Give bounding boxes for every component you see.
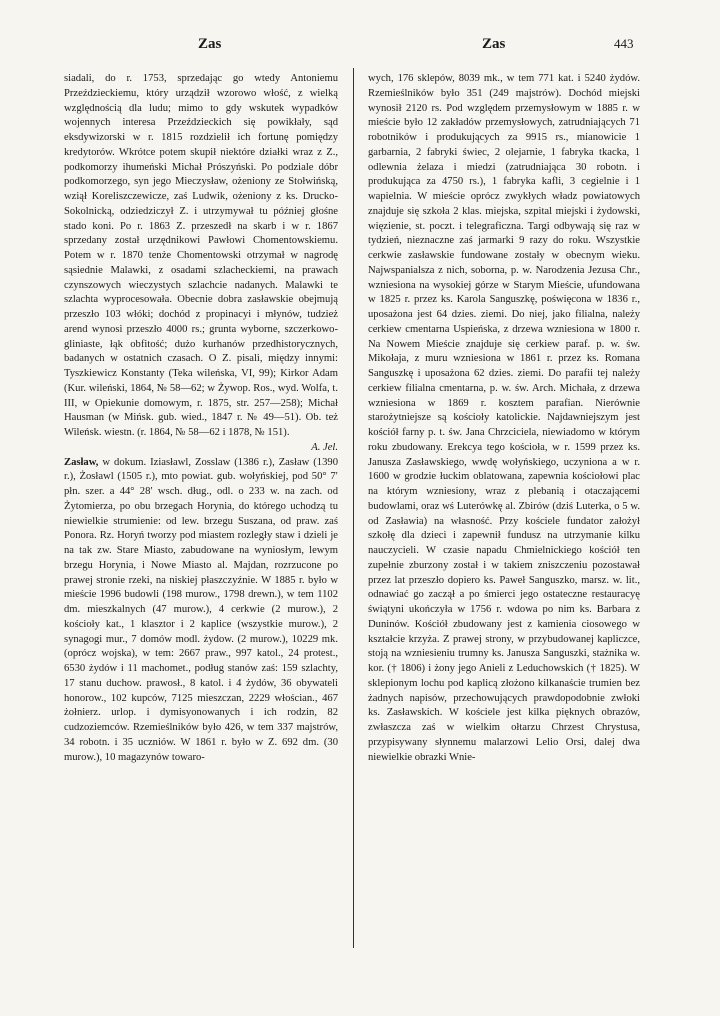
left-column [64,72,338,765]
left-paragraph: siadali, do r. 1753, sprzedając go wtedy Antoniemu Przeździeckiemu, który urządził wzorowo włość, z wielką względnością dla ludu; mimo to gdy wskutek wypadków wojennych interesa Przeździeckich się powikłały, sąd eksdywizorski w r. 1815 rozdzielił ich fortunę pomiędzy kredytorów. Wkrótce potem skupił niektóre działki wraz z Z., podkomorzy ihumeński Michał Prószyński. Po podziale dóbr podkomorzego, syn jego Mieczysław, ożeniony ze Stołwińską, wziął Koreliszczewicze, zaś Ludwik, ożeniony z ks. Drucko-Sokolnicką, odziedziczył Z. i utrzymywał tu później głośne stado koni. Po r. 1863 Z. przeszedł na skarb i w r. 1867 sprzedany został urzędnikowi Pawłowi Chomentowskiemu. Potem w r. 1870 tenże Chomentowski otrzymał w nagrodę sąsiednie Malawki, z osadami szlacheckiemi, na prawach czynszowych wieczystych szlachcie nadanych. Malawki te szlachta wyprocesowała. Obecnie dobra zasławskie obejmują przeszło 103 włóki; dochód z propinacyi i młynów, tudzież arend wynosi przeszło 4000 rs.; grunta wyborne, szczerkowo-gliniaste, łąk obfitość; dużo kurhanów przedhistorycznych, badanych w ostatnich czasach. O Z. pisali, między innymi: Tyszkiewicz Konstanty (Teka wileńska, VI, 99); Kirkor Adam (Kur. wileński, 1864, № 58—62; w Żywop. Ros., wyd. Wolfa, t. III, w Opiekunie domowym, r. 1875, str. 257—258); Michał Hausman (w Mińsk. gub. wied., 1847 r. № 49—51). Ob. też Wileńsk. wiestn. (r. 1864, № 58—62 i 1878, № 151). [64,73,338,438]
column-divider [353,68,354,948]
running-header-left: Zas [198,36,222,52]
entry-paragraph [64,456,338,766]
running-header-right: Zas [482,36,506,52]
page-number: 443 [614,36,634,51]
entry-headword: Zasław, [64,456,99,468]
author-signature: A. Jel. [311,441,338,453]
entry-text: w dokum. Iziasławl, Zosslaw (1386 r.), Zasław (1390 r.), Żosławl (1505 r.), mto powiat. gub. wołyńskiej, pod 50° 7′ płn. szer. a 44° 28′ wsch. dług., odl. o 233 w. na zach. od Żytomierza, po obu brzegach Horynia, do którego uchodzą tu niewielkie strumienie: od lew. brzegu Suszana, od praw. zaś Ponora. Rz. Horyń tworzy pod miastem rozległy staw i dzieli je na tak zw. Stare Miasto, zabudowane na wyniosłym, lewym brzegu Horynia, i Nowe Miasto al. Majdan, rozrzucone po prawej stronie rzeki, na niskiej płaszczyźnie. W 1885 r. było w mieście 1996 budowli (198 murow., 1798 drewn.), w tem 1102 dm. mieszkalnych (47 murow.), 4 cerkwie (2 murow.), 2 kościoły kat., 1 klasztor i 2 kaplice (wszystkie murow.), 2 synagogi mur., 7 domów modl. żydow. (2 murow.), 10229 mk. (oprócz wojska), w tem: 2667 praw., 997 katol., 24 protest., 6530 żydów i 11 machomet., podług stanów zaś: 159 szlachty, 17 stanu duchow. prawosł., 8 katol. i 4 żydów, 36 obywateli honorow., 102 kupców, 7125 mieszczan, 2229 włościan., 467 żołnierz. urlop. i dymisyonowanych i ich rodzin, 82 cudzoziemców. Rzemieślników było 426, w tem 337 majstrów, 34 robotn. i 35 uczniów. W 1861 r. było w Z. 692 dm. (30 murow.), 10 magazynów towaro- [64,456,338,763]
right-paragraph: wych, 176 sklepów, 8039 mk., w tem 771 kat. i 5240 żydów. Rzemieślników było 351 (249 majstrów). Dochód miejski wynosił 2120 rs. Pod względem przemysłowym w 1885 r. w mieście było 12 zakładów przemysłowych, zatrudniających 71 robotników i produkujących za 9915 rs., mianowicie 1 garbarnia, 2 fabryki świec, 2 olejarnie, 1 fabryka tkacka, 1 odlewnia żelaza i miedzi (zatrudniająca 30 robotn. i produkująca za 4750 rs.), 1 fabryka kafli, 3 cegielnie i 1 wapielnia. W mieście oprócz zwykłych władz powiatowych znajduje się szkoła 2 klas. miejska, szpital miejski i żydowski, więzienie, st. poczt. i telegraficzna. Targi odbywają się raz w tydzień, nieznaczne zaś jarmarki 9 razy do roku. Wszystkie cerkwie zasławskie fundowane zostały w obecnym wieku. Najwspanialsza z nich, soborna, p. w. Narodzenia Jezusa Chr., wzniesiona na wysokiej górze w Starym Mieście, ufundowana w 1825 r. przez ks. Karola Sanguszkę, poświęcona w 1836 r., uposażona jest 64 dzies. ziemi. Do niej, jako filialna, należy cerkiew cmentarna Uspieńska, z drzewa wzniesiona w 1800 r. Na Nowem Mieście znajduje się cerkiew paraf. p. w. św. Mikołaja, z muru wzniesiona w 1861 r. przez ks. Romana Sanguszkę i uposażona 62 dzies. ziemi. Do parafii tej należy cerkiew filialna cmentarna, p. w. św. Arch. Michała, z drzewa wzniesiona w 1869 r. kosztem parafian. Nierównie starożytniejsze są kościoły katolickie. Najdawniejszym jest kościół farny p. t. św. Jana Chrzciciela, niewiadomo w którym roku zbudowany. Erekcya tego kościoła, w r. 1599 przez ks. Janusza Zasławskiego, wwdę wołyńskiego, uczyniona a w r. 1600 w grodzie łuckim oblatowana, zapewnia kościołowi plac na którym wzniesiony, wraz z plebanią i otaczającemi budowlami, oraz wś Luterówkę al. Zbirów (dziś Luterka, o 5 w. od Zasławia) na własność. Przy kościele fundator założył szkołę dla dzieci i zapewnił fundusz na utrzymanie kilku nauczycieli. W czasie napadu Chmielnickiego kościół ten zupełnie zburzony został i w takiem zniszczeniu pozostawał przez lat przeszło dopiero ks. Paweł Sanguszko, marsz. w. lit., odnawiać go zaczął a po śmierci jego ostateczne restauracyę świątyni ukończyła w 1756 r. wdowa po nim ks. Barbara z Duninów. Kościół zbudowany jest z kamienia ciosowego w kształcie krzyża. Z prawej strony, w przybudowanej kapliczce, stoją na wzniesieniu trumny ks. Janusza Sanguszki, stażnika w. kor. († 1806) i żony jego Anieli z Leduchowskich († 1825). W sklepionym lochu pod kaplicą złożono kilkanaście trumien bez żadnych napisów, przechowujących prawdopodobnie zwłoki ks. Zasławskich. W kościele jest kilka pięknych obrazów, zwłaszcza zaś w wielkim ołtarzu Chrzest Chrystusa, przypisywany słynnemu malarzowi Lelio Orsi, dalej dwa niewielkie obrazki Wnie- [368,73,640,763]
right-column [368,72,640,765]
signature-line [64,441,338,456]
